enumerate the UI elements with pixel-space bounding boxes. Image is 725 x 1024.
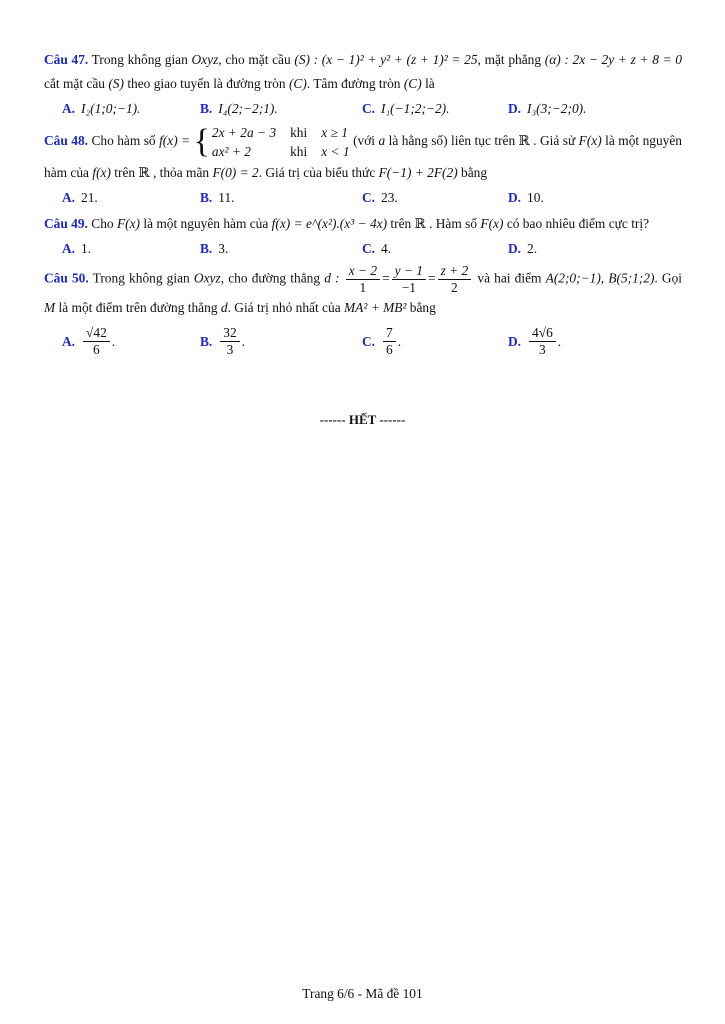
- fraction-denominator: 6: [386, 342, 393, 357]
- left-brace: {: [193, 123, 210, 160]
- fraction-numerator: x − 2: [346, 263, 380, 280]
- option-letter: C.: [362, 241, 376, 256]
- math-condition: F(0) = 2: [212, 165, 259, 180]
- question-text: là: [605, 133, 615, 149]
- question-49: [44, 212, 682, 236]
- math-symbol: (C): [403, 76, 422, 91]
- question-text: trên ℝ . Hàm số: [390, 216, 478, 231]
- option-letter: D.: [508, 190, 522, 205]
- question-text: là: [425, 76, 435, 91]
- option-c: [362, 239, 508, 259]
- question-text: bằng: [409, 300, 436, 315]
- line-name: d :: [324, 270, 340, 286]
- option-b: [200, 99, 362, 119]
- math-expression: MA² + MB²: [344, 300, 407, 315]
- option-c: [362, 188, 508, 208]
- option-fraction: [529, 325, 556, 358]
- option-letter: B.: [200, 241, 213, 256]
- option-value: 11.: [218, 190, 235, 205]
- function-name: f(x) =: [159, 133, 191, 149]
- options-49: [44, 239, 682, 259]
- cases-grid: [212, 123, 350, 161]
- question-text: (với: [353, 133, 376, 149]
- option-d: [508, 239, 668, 259]
- question-48: [44, 123, 682, 185]
- question-label: Câu 47.: [44, 52, 89, 67]
- option-b: B. $\frac{32}{3}$ .: [200, 325, 246, 357]
- case-word: khi: [290, 144, 308, 159]
- option-d: [508, 188, 668, 208]
- option-a: A. $\frac{√42}{6}$ .: [62, 325, 116, 357]
- fraction-numerator: √42: [83, 325, 110, 342]
- case-expr: ax² + 2: [211, 144, 252, 159]
- math-space: Oxyz: [193, 270, 221, 286]
- fraction-z: [438, 263, 472, 296]
- question-text: . Giá trị của biểu thức: [258, 165, 376, 180]
- options-48: [44, 188, 682, 208]
- question-text: . Gọi: [654, 270, 683, 286]
- point-a: A(2;0;−1),: [545, 270, 605, 286]
- option-value: I₄(2;−2;1).: [218, 101, 278, 116]
- option-value: 23.: [381, 190, 398, 205]
- question-text: cực trị?: [608, 216, 650, 231]
- sphere-equation: (S) : (x − 1)² + y² + (z + 1)² = 25: [294, 52, 478, 67]
- option-letter: A.: [62, 241, 76, 256]
- question-47: [44, 48, 682, 96]
- math-symbol: f(x): [92, 165, 111, 180]
- option-d: [508, 99, 668, 119]
- fraction-x: [346, 263, 380, 296]
- question-text: và hai điểm: [477, 270, 542, 286]
- option-fraction: [83, 325, 110, 358]
- function-definition: f(x) = e^(x²).(x³ − 4x): [271, 216, 388, 231]
- question-text: cắt mặt cầu: [44, 76, 105, 91]
- option-value: I₂(1;0;−1).: [81, 101, 141, 116]
- option-c: [362, 99, 508, 119]
- fraction-numerator: y − 1: [392, 263, 426, 280]
- math-expression: F(−1) + 2F(2): [378, 165, 458, 180]
- question-text: Trong không gian: [91, 52, 188, 67]
- options-50: [44, 325, 682, 358]
- option-letter: C.: [362, 101, 376, 116]
- option-value: I₁(−1;2;−2).: [381, 101, 450, 116]
- fraction-denominator: 3: [539, 342, 546, 357]
- fraction-denominator: −1: [401, 280, 416, 295]
- point-b: B(5;1;2): [608, 270, 655, 286]
- option-letter: D.: [508, 101, 522, 116]
- question-text: , cho đường thẳng: [220, 270, 321, 286]
- option-value: 2.: [527, 241, 538, 256]
- option-letter: D.: [508, 333, 522, 349]
- option-fraction: [383, 325, 396, 358]
- option-value: 1.: [81, 241, 92, 256]
- math-symbol: d: [220, 300, 228, 315]
- fraction-y: [392, 263, 426, 296]
- question-text: Cho: [91, 216, 114, 231]
- question-text: Cho hàm số: [91, 133, 156, 149]
- option-b: [200, 239, 362, 259]
- option-d: D. $\frac{4√6}{3}$ .: [508, 325, 562, 357]
- math-symbol: (C): [288, 76, 307, 91]
- case-cond: x < 1: [321, 144, 350, 159]
- option-value: I₃(3;−2;0).: [527, 101, 587, 116]
- question-label: Câu 50.: [44, 270, 89, 286]
- question-text: là hằng số) liên tục trên ℝ . Giả sử: [388, 133, 576, 149]
- option-a: [62, 188, 200, 208]
- fraction-denominator: 2: [451, 280, 458, 295]
- option-letter: B.: [200, 190, 213, 205]
- option-letter: A.: [62, 101, 76, 116]
- fraction-numerator: 4√6: [529, 325, 556, 342]
- fraction-denominator: 1: [359, 280, 367, 295]
- question-text: một nguyên hàm của: [44, 133, 682, 180]
- fraction-denominator: 3: [226, 342, 234, 357]
- option-a: [62, 239, 200, 259]
- math-symbol: F(x): [578, 133, 602, 149]
- option-a: [62, 99, 200, 119]
- option-b: [200, 188, 362, 208]
- question-text: Trong không gian: [92, 270, 190, 286]
- options-47: [44, 99, 682, 119]
- option-letter: B.: [200, 333, 213, 349]
- question-text: có bao nhiêu điểm: [506, 216, 606, 231]
- option-letter: C.: [362, 190, 376, 205]
- math-symbol: M: [44, 300, 56, 315]
- option-letter: A.: [62, 333, 76, 349]
- math-symbol: F(x): [480, 216, 504, 231]
- option-fraction: [220, 325, 239, 358]
- option-value: 3.: [218, 241, 229, 256]
- question-text: là một nguyên hàm của: [143, 216, 269, 231]
- case-expr: 2x + 2a − 3: [211, 125, 277, 140]
- option-letter: B.: [200, 101, 213, 116]
- end-marker: ------ HẾT ------: [319, 412, 406, 427]
- option-c: C. $\frac{7}{6}$ .: [362, 325, 402, 357]
- piecewise-function: [194, 123, 350, 161]
- math-space: Oxyz: [191, 52, 219, 67]
- question-50: Câu 50. Trong không gian Oxyz, cho đường thẳng d : $\frac{x - 2}{1}$ = $\frac{y - 1}{-1}$ = $\frac{z + 2}{2}$ và hai điểm A(2;0;−1), B(5;1;2). Gọi M là một điểm trên đường thẳng d. Giá trị nhỏ nhất của MA² + MB² bằng: [44, 263, 683, 315]
- fraction-numerator: 7: [383, 325, 396, 342]
- option-letter: C.: [362, 333, 376, 349]
- math-symbol: F(x): [116, 216, 140, 231]
- question-label: Câu 49.: [44, 216, 88, 231]
- fraction-numerator: 32: [220, 325, 239, 342]
- question-text: . Giá trị nhỏ nhất của: [227, 300, 341, 315]
- option-value: 10.: [527, 190, 544, 205]
- question-label: Câu 48.: [44, 133, 88, 149]
- plane-equation: (α) : 2x − 2y + z + 8 = 0: [544, 52, 682, 67]
- fraction-denominator: 6: [93, 342, 100, 357]
- math-symbol: (S): [108, 76, 124, 91]
- case-word: khi: [290, 125, 308, 140]
- question-text: . Tâm đường tròn: [306, 76, 401, 91]
- case-cond: x ≥ 1: [321, 125, 348, 140]
- exam-page: [44, 48, 682, 362]
- question-text: , mặt phẳng: [477, 52, 542, 67]
- math-symbol: a: [378, 133, 386, 149]
- option-letter: D.: [508, 241, 522, 256]
- question-text: trên ℝ , thỏa mãn: [114, 165, 210, 180]
- option-letter: A.: [62, 190, 76, 205]
- option-value: 21.: [81, 190, 98, 205]
- question-text: là một điểm trên đường thẳng: [58, 300, 218, 315]
- question-text: theo giao tuyến là đường tròn: [127, 76, 286, 91]
- page-footer: Trang 6/6 - Mã đề 101: [302, 986, 423, 1001]
- question-text: , cho mặt cầu: [218, 52, 291, 67]
- fraction-numerator: z + 2: [438, 263, 472, 280]
- question-text: bằng: [461, 165, 488, 180]
- option-value: 4.: [381, 241, 392, 256]
